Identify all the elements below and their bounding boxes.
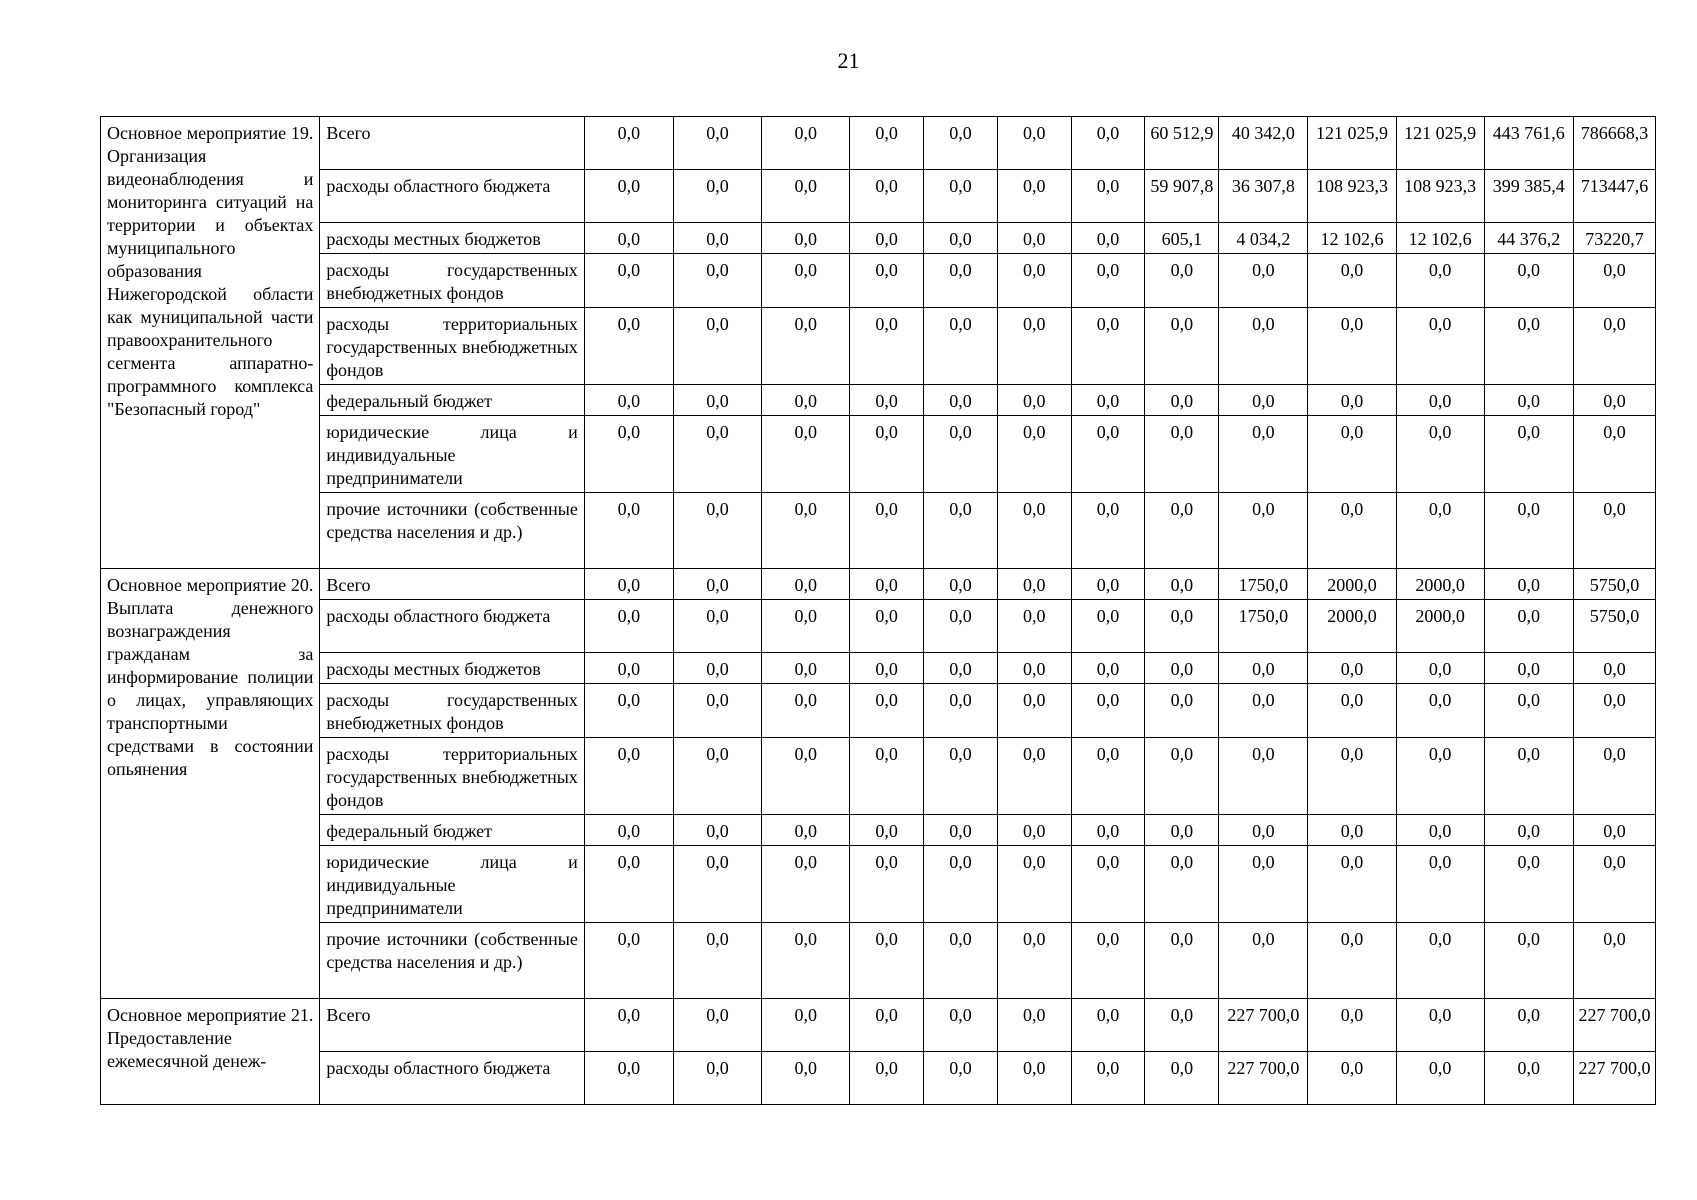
- value-cell: 0,0: [1219, 738, 1308, 815]
- value-cell: 0,0: [924, 600, 998, 653]
- value-cell: 0,0: [584, 493, 673, 569]
- value-cell: 121 025,9: [1396, 117, 1484, 170]
- value-cell: 0,0: [762, 846, 850, 923]
- value-cell: 0,0: [1308, 815, 1396, 846]
- value-cell: 0,0: [924, 493, 998, 569]
- value-cell: 0,0: [850, 385, 924, 416]
- value-cell: 60 512,9: [1145, 117, 1219, 170]
- funding-source-label: расходы территориальных государственных внебюджетных фондов: [320, 738, 584, 815]
- value-cell: 0,0: [584, 385, 673, 416]
- value-cell: 713447,6: [1573, 170, 1655, 223]
- value-cell: 0,0: [762, 1052, 850, 1105]
- value-cell: 108 923,3: [1396, 170, 1484, 223]
- value-cell: 0,0: [850, 223, 924, 254]
- value-cell: 0,0: [1573, 493, 1655, 569]
- value-cell: 0,0: [1396, 254, 1484, 308]
- value-cell: 0,0: [1145, 254, 1219, 308]
- value-cell: 44 376,2: [1484, 223, 1573, 254]
- value-cell: 0,0: [1071, 308, 1145, 385]
- value-cell: 0,0: [850, 117, 924, 170]
- value-cell: 0,0: [1484, 569, 1573, 600]
- funding-source-label: расходы областного бюджета: [320, 600, 584, 653]
- funding-source-label: Всего: [320, 117, 584, 170]
- value-cell: 0,0: [673, 600, 761, 653]
- value-cell: 0,0: [762, 254, 850, 308]
- value-cell: 2000,0: [1396, 569, 1484, 600]
- value-cell: 605,1: [1145, 223, 1219, 254]
- value-cell: 36 307,8: [1219, 170, 1308, 223]
- value-cell: 0,0: [762, 653, 850, 684]
- value-cell: 0,0: [1145, 385, 1219, 416]
- value-cell: 108 923,3: [1308, 170, 1396, 223]
- value-cell: 0,0: [924, 385, 998, 416]
- value-cell: 0,0: [1145, 416, 1219, 493]
- value-cell: 0,0: [850, 653, 924, 684]
- value-cell: 0,0: [1219, 254, 1308, 308]
- value-cell: 0,0: [762, 416, 850, 493]
- value-cell: 0,0: [673, 416, 761, 493]
- value-cell: 0,0: [673, 223, 761, 254]
- value-cell: 0,0: [1071, 117, 1145, 170]
- value-cell: 0,0: [1573, 738, 1655, 815]
- value-cell: 0,0: [584, 223, 673, 254]
- value-cell: 0,0: [1219, 416, 1308, 493]
- value-cell: 0,0: [762, 684, 850, 738]
- value-cell: 0,0: [1573, 416, 1655, 493]
- table-row: [101, 254, 1656, 308]
- value-cell: 227 700,0: [1219, 1052, 1308, 1105]
- value-cell: 0,0: [997, 815, 1071, 846]
- value-cell: 2000,0: [1396, 600, 1484, 653]
- value-cell: 0,0: [924, 815, 998, 846]
- table-row: [101, 493, 1656, 569]
- value-cell: 0,0: [997, 923, 1071, 999]
- value-cell: 1750,0: [1219, 600, 1308, 653]
- value-cell: 0,0: [1484, 923, 1573, 999]
- table-row: [101, 846, 1656, 923]
- value-cell: 0,0: [1145, 569, 1219, 600]
- value-cell: 0,0: [1145, 684, 1219, 738]
- value-cell: 0,0: [1071, 846, 1145, 923]
- funding-source-label: Всего: [320, 999, 584, 1052]
- funding-source-label: юридические лица и индивидуальные предприниматели: [320, 846, 584, 923]
- value-cell: 0,0: [1484, 815, 1573, 846]
- value-cell: 0,0: [1219, 385, 1308, 416]
- funding-source-label: федеральный бюджет: [320, 815, 584, 846]
- value-cell: 0,0: [924, 308, 998, 385]
- funding-source-label: юридические лица и индивидуальные предприниматели: [320, 416, 584, 493]
- table-row: [101, 600, 1656, 653]
- value-cell: 0,0: [924, 223, 998, 254]
- value-cell: 0,0: [1396, 684, 1484, 738]
- value-cell: 0,0: [1573, 684, 1655, 738]
- table-row: [101, 308, 1656, 385]
- value-cell: 0,0: [924, 1052, 998, 1105]
- page-number: 21: [837, 48, 860, 73]
- value-cell: 0,0: [1219, 684, 1308, 738]
- value-cell: 0,0: [997, 684, 1071, 738]
- value-cell: 0,0: [1484, 653, 1573, 684]
- value-cell: 0,0: [850, 684, 924, 738]
- value-cell: 0,0: [997, 254, 1071, 308]
- value-cell: 227 700,0: [1573, 1052, 1655, 1105]
- value-cell: 0,0: [1071, 385, 1145, 416]
- value-cell: 0,0: [924, 684, 998, 738]
- value-cell: 0,0: [997, 308, 1071, 385]
- funding-source-label: расходы областного бюджета: [320, 170, 584, 223]
- value-cell: 0,0: [673, 815, 761, 846]
- value-cell: 0,0: [1145, 653, 1219, 684]
- value-cell: 0,0: [584, 846, 673, 923]
- funding-source-label: расходы местных бюджетов: [320, 653, 584, 684]
- value-cell: 0,0: [1396, 738, 1484, 815]
- value-cell: 0,0: [1573, 653, 1655, 684]
- value-cell: 0,0: [924, 569, 998, 600]
- value-cell: 1750,0: [1219, 569, 1308, 600]
- value-cell: 121 025,9: [1308, 117, 1396, 170]
- value-cell: 0,0: [1071, 493, 1145, 569]
- value-cell: 0,0: [1484, 738, 1573, 815]
- value-cell: 0,0: [1396, 385, 1484, 416]
- value-cell: 443 761,6: [1484, 117, 1573, 170]
- table-row: [101, 653, 1656, 684]
- value-cell: 0,0: [997, 493, 1071, 569]
- value-cell: 0,0: [1396, 653, 1484, 684]
- value-cell: 0,0: [584, 999, 673, 1052]
- value-cell: 0,0: [1308, 254, 1396, 308]
- value-cell: 0,0: [1396, 846, 1484, 923]
- measure-description: Основное мероприятие 19. Организация видеонаблюдения и мониторинга ситуаций на территории и объектах муниципального образования Нижегородской области как муниципальной части правоохранительного сегмента аппаратно-программного комплекса "Безопасный город": [101, 117, 320, 569]
- value-cell: 0,0: [1484, 416, 1573, 493]
- value-cell: 2000,0: [1308, 569, 1396, 600]
- value-cell: 0,0: [924, 254, 998, 308]
- value-cell: 399 385,4: [1484, 170, 1573, 223]
- value-cell: 0,0: [762, 600, 850, 653]
- measure-description: Основное мероприятие 20. Выплата денежного вознаграждения гражданам за информирование полиции о лицах, управляющих транспортными средствами в состоянии опьянения: [101, 569, 320, 999]
- value-cell: 0,0: [1484, 846, 1573, 923]
- value-cell: 0,0: [850, 569, 924, 600]
- value-cell: 0,0: [584, 416, 673, 493]
- table-row: [101, 815, 1656, 846]
- value-cell: 0,0: [584, 569, 673, 600]
- value-cell: 0,0: [1071, 223, 1145, 254]
- value-cell: 0,0: [673, 653, 761, 684]
- value-cell: 0,0: [997, 416, 1071, 493]
- value-cell: 0,0: [924, 653, 998, 684]
- value-cell: 0,0: [673, 846, 761, 923]
- value-cell: 0,0: [1145, 923, 1219, 999]
- value-cell: 786668,3: [1573, 117, 1655, 170]
- value-cell: 0,0: [762, 117, 850, 170]
- value-cell: 0,0: [850, 308, 924, 385]
- value-cell: 0,0: [850, 846, 924, 923]
- funding-source-label: расходы государственных внебюджетных фондов: [320, 684, 584, 738]
- value-cell: 0,0: [1145, 308, 1219, 385]
- value-cell: 0,0: [1308, 999, 1396, 1052]
- value-cell: 0,0: [850, 254, 924, 308]
- value-cell: 0,0: [584, 653, 673, 684]
- table-body: [101, 117, 1656, 1105]
- value-cell: 227 700,0: [1573, 999, 1655, 1052]
- value-cell: 4 034,2: [1219, 223, 1308, 254]
- value-cell: 0,0: [673, 738, 761, 815]
- value-cell: 0,0: [997, 170, 1071, 223]
- value-cell: 0,0: [997, 846, 1071, 923]
- value-cell: 0,0: [1071, 254, 1145, 308]
- value-cell: 0,0: [762, 385, 850, 416]
- table-row: [101, 170, 1656, 223]
- value-cell: 0,0: [673, 1052, 761, 1105]
- value-cell: 0,0: [1145, 815, 1219, 846]
- value-cell: 0,0: [1308, 738, 1396, 815]
- table-row: [101, 738, 1656, 815]
- value-cell: 0,0: [584, 254, 673, 308]
- value-cell: 12 102,6: [1308, 223, 1396, 254]
- value-cell: 0,0: [850, 923, 924, 999]
- funding-source-label: расходы территориальных государственных внебюджетных фондов: [320, 308, 584, 385]
- value-cell: 0,0: [1071, 416, 1145, 493]
- value-cell: 0,0: [1145, 999, 1219, 1052]
- value-cell: 0,0: [997, 385, 1071, 416]
- value-cell: 0,0: [850, 493, 924, 569]
- value-cell: 2000,0: [1308, 600, 1396, 653]
- value-cell: 0,0: [1396, 999, 1484, 1052]
- table-row: [101, 684, 1656, 738]
- value-cell: 0,0: [850, 815, 924, 846]
- value-cell: 0,0: [1071, 684, 1145, 738]
- value-cell: 59 907,8: [1145, 170, 1219, 223]
- value-cell: 0,0: [850, 999, 924, 1052]
- value-cell: 0,0: [673, 923, 761, 999]
- measure-description: Основное мероприятие 21. Предоставление ежемесячной денеж-: [101, 999, 320, 1105]
- value-cell: 0,0: [1573, 385, 1655, 416]
- value-cell: 0,0: [584, 1052, 673, 1105]
- value-cell: 0,0: [584, 815, 673, 846]
- value-cell: 0,0: [1145, 1052, 1219, 1105]
- value-cell: 0,0: [850, 170, 924, 223]
- value-cell: 0,0: [997, 569, 1071, 600]
- value-cell: 0,0: [1308, 923, 1396, 999]
- funding-source-label: расходы областного бюджета: [320, 1052, 584, 1105]
- value-cell: 0,0: [1573, 254, 1655, 308]
- value-cell: 5750,0: [1573, 600, 1655, 653]
- value-cell: 0,0: [584, 170, 673, 223]
- value-cell: 0,0: [1308, 1052, 1396, 1105]
- value-cell: 0,0: [997, 223, 1071, 254]
- table-row: [101, 223, 1656, 254]
- value-cell: 73220,7: [1573, 223, 1655, 254]
- value-cell: 0,0: [997, 1052, 1071, 1105]
- value-cell: 0,0: [924, 999, 998, 1052]
- value-cell: 0,0: [1219, 815, 1308, 846]
- value-cell: 0,0: [673, 569, 761, 600]
- value-cell: 227 700,0: [1219, 999, 1308, 1052]
- value-cell: 0,0: [762, 923, 850, 999]
- value-cell: 0,0: [1573, 923, 1655, 999]
- table-row: [101, 999, 1656, 1052]
- value-cell: 0,0: [762, 308, 850, 385]
- value-cell: 0,0: [584, 117, 673, 170]
- value-cell: 0,0: [1396, 493, 1484, 569]
- value-cell: 0,0: [850, 416, 924, 493]
- value-cell: 0,0: [584, 923, 673, 999]
- value-cell: 0,0: [1071, 170, 1145, 223]
- value-cell: 12 102,6: [1396, 223, 1484, 254]
- value-cell: 0,0: [673, 170, 761, 223]
- value-cell: 0,0: [924, 923, 998, 999]
- value-cell: 0,0: [924, 846, 998, 923]
- value-cell: 0,0: [1484, 1052, 1573, 1105]
- funding-source-label: федеральный бюджет: [320, 385, 584, 416]
- funding-source-label: прочие источники (собственные средства населения и др.): [320, 493, 584, 569]
- value-cell: 0,0: [1484, 684, 1573, 738]
- value-cell: 0,0: [1396, 923, 1484, 999]
- value-cell: 0,0: [1219, 308, 1308, 385]
- value-cell: 0,0: [584, 600, 673, 653]
- value-cell: 0,0: [1484, 385, 1573, 416]
- value-cell: 0,0: [762, 493, 850, 569]
- value-cell: 0,0: [1145, 738, 1219, 815]
- value-cell: 0,0: [673, 117, 761, 170]
- value-cell: 0,0: [1308, 684, 1396, 738]
- value-cell: 0,0: [924, 117, 998, 170]
- value-cell: 0,0: [1145, 600, 1219, 653]
- value-cell: 0,0: [1573, 846, 1655, 923]
- value-cell: 0,0: [1573, 815, 1655, 846]
- value-cell: 0,0: [762, 170, 850, 223]
- value-cell: 0,0: [1396, 815, 1484, 846]
- table-row: [101, 416, 1656, 493]
- value-cell: 40 342,0: [1219, 117, 1308, 170]
- value-cell: 0,0: [1219, 493, 1308, 569]
- table-row: [101, 117, 1656, 170]
- value-cell: 0,0: [673, 684, 761, 738]
- value-cell: 0,0: [1071, 1052, 1145, 1105]
- value-cell: 0,0: [673, 308, 761, 385]
- value-cell: 0,0: [1145, 846, 1219, 923]
- funding-source-label: прочие источники (собственные средства населения и др.): [320, 923, 584, 999]
- value-cell: 0,0: [1396, 1052, 1484, 1105]
- value-cell: 0,0: [1308, 308, 1396, 385]
- value-cell: 5750,0: [1573, 569, 1655, 600]
- value-cell: 0,0: [584, 308, 673, 385]
- value-cell: 0,0: [1396, 416, 1484, 493]
- table-row: [101, 569, 1656, 600]
- value-cell: 0,0: [924, 416, 998, 493]
- value-cell: 0,0: [850, 600, 924, 653]
- value-cell: 0,0: [997, 653, 1071, 684]
- value-cell: 0,0: [762, 223, 850, 254]
- value-cell: 0,0: [924, 738, 998, 815]
- value-cell: 0,0: [1071, 569, 1145, 600]
- funding-source-label: Всего: [320, 569, 584, 600]
- value-cell: 0,0: [673, 254, 761, 308]
- value-cell: 0,0: [1396, 308, 1484, 385]
- table-row: [101, 1052, 1656, 1105]
- value-cell: 0,0: [997, 999, 1071, 1052]
- value-cell: 0,0: [673, 493, 761, 569]
- value-cell: 0,0: [673, 999, 761, 1052]
- value-cell: 0,0: [1071, 653, 1145, 684]
- value-cell: 0,0: [1484, 600, 1573, 653]
- budget-table: [100, 116, 1656, 1105]
- value-cell: 0,0: [1071, 600, 1145, 653]
- value-cell: 0,0: [1071, 815, 1145, 846]
- value-cell: 0,0: [1484, 308, 1573, 385]
- value-cell: 0,0: [997, 600, 1071, 653]
- table-row: [101, 385, 1656, 416]
- value-cell: 0,0: [584, 738, 673, 815]
- value-cell: 0,0: [584, 684, 673, 738]
- value-cell: 0,0: [997, 738, 1071, 815]
- value-cell: 0,0: [1573, 308, 1655, 385]
- value-cell: 0,0: [1071, 923, 1145, 999]
- value-cell: 0,0: [1308, 385, 1396, 416]
- funding-source-label: расходы местных бюджетов: [320, 223, 584, 254]
- value-cell: 0,0: [1308, 493, 1396, 569]
- value-cell: 0,0: [762, 815, 850, 846]
- value-cell: 0,0: [850, 738, 924, 815]
- value-cell: 0,0: [997, 117, 1071, 170]
- value-cell: 0,0: [1219, 653, 1308, 684]
- value-cell: 0,0: [1071, 999, 1145, 1052]
- table-row: [101, 923, 1656, 999]
- funding-source-label: расходы государственных внебюджетных фондов: [320, 254, 584, 308]
- value-cell: 0,0: [924, 170, 998, 223]
- value-cell: 0,0: [762, 738, 850, 815]
- value-cell: 0,0: [762, 999, 850, 1052]
- value-cell: 0,0: [673, 385, 761, 416]
- value-cell: 0,0: [1484, 493, 1573, 569]
- value-cell: 0,0: [850, 1052, 924, 1105]
- value-cell: 0,0: [1484, 999, 1573, 1052]
- value-cell: 0,0: [1145, 493, 1219, 569]
- value-cell: 0,0: [1308, 653, 1396, 684]
- value-cell: 0,0: [1219, 846, 1308, 923]
- value-cell: 0,0: [1484, 254, 1573, 308]
- value-cell: 0,0: [1219, 923, 1308, 999]
- value-cell: 0,0: [1071, 738, 1145, 815]
- value-cell: 0,0: [1308, 416, 1396, 493]
- value-cell: 0,0: [762, 569, 850, 600]
- value-cell: 0,0: [1308, 846, 1396, 923]
